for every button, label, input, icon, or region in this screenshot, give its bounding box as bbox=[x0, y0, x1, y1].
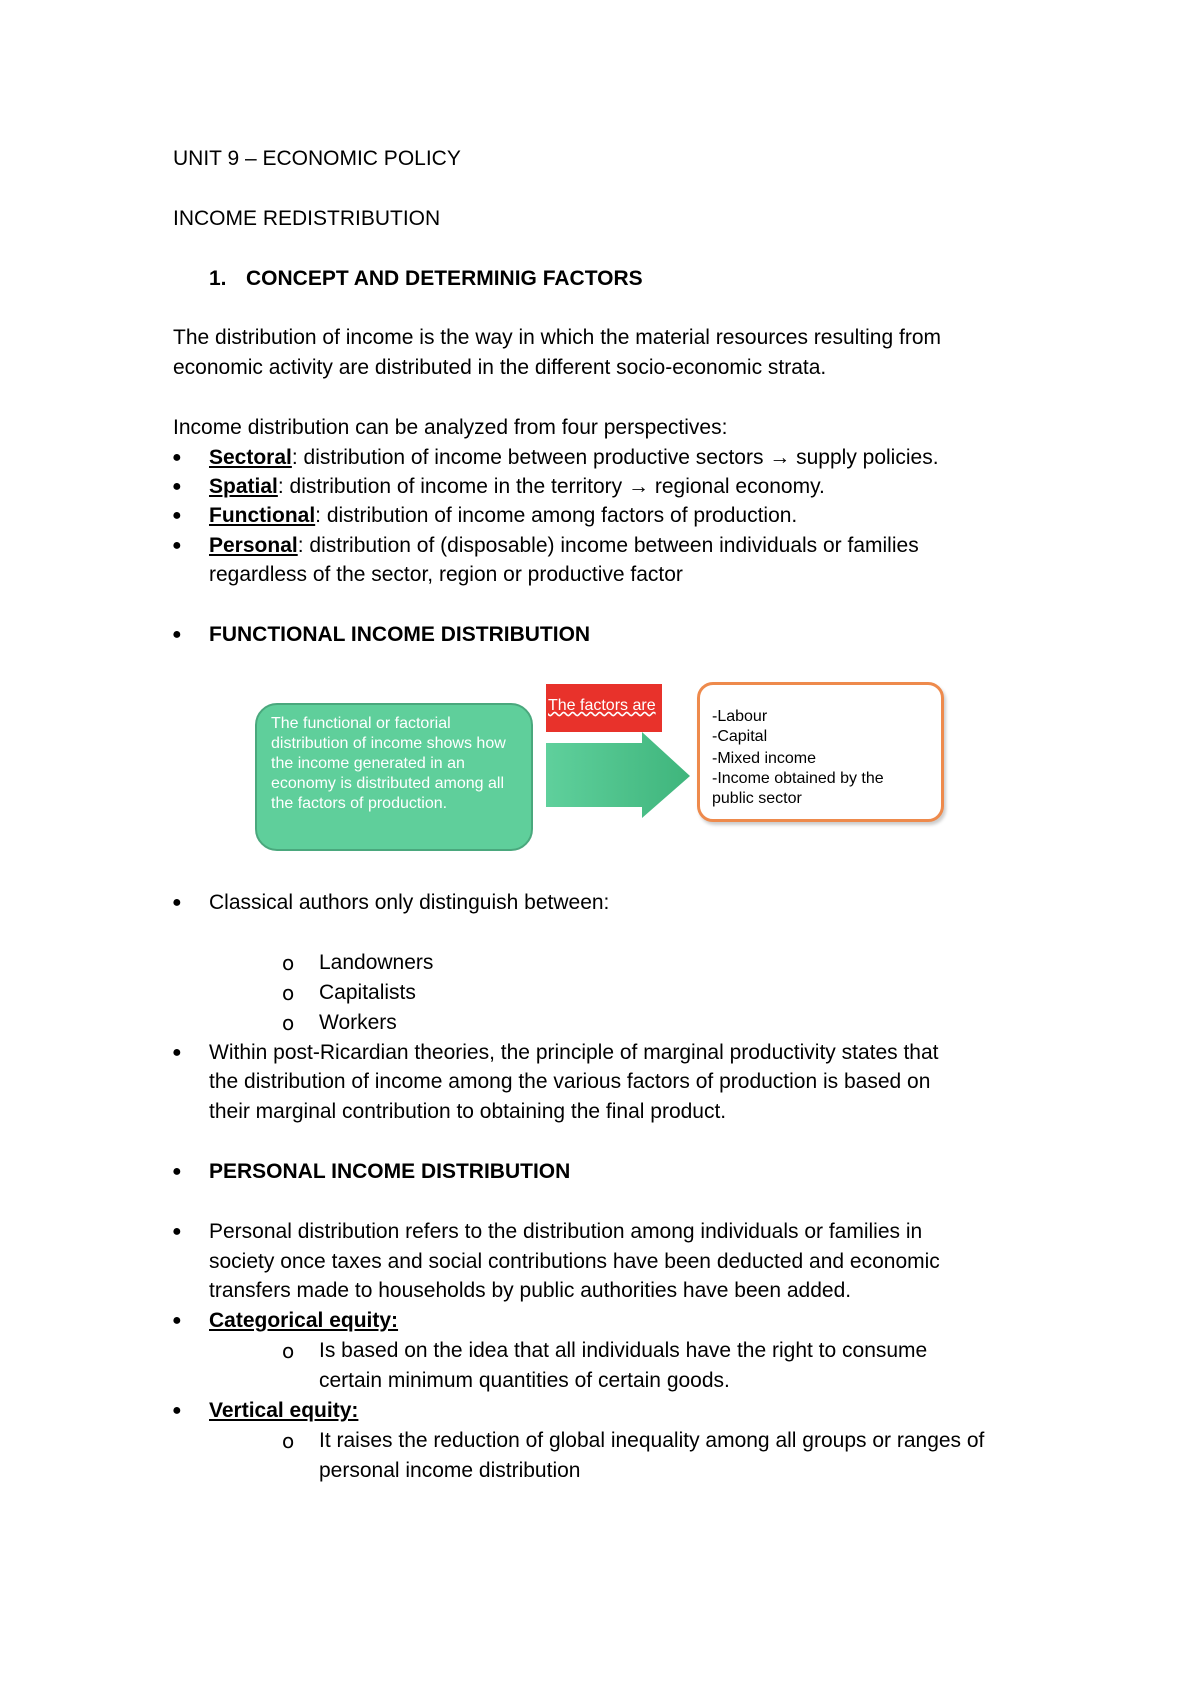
list-item bbox=[209, 501, 797, 531]
factor-item: public sector bbox=[712, 790, 802, 807]
section-title: INCOME REDISTRIBUTION bbox=[173, 207, 441, 230]
term-sectoral-text: : distribution of income between productive sectors → supply policies. bbox=[291, 446, 939, 469]
list-item bbox=[209, 472, 825, 502]
term-sectoral: Sectoral bbox=[209, 446, 292, 469]
list-item: Workers bbox=[319, 1011, 397, 1034]
circle-bullet-icon: o bbox=[282, 951, 295, 975]
term-personal: Personal bbox=[209, 534, 298, 557]
factor-item: -Mixed income bbox=[712, 750, 817, 767]
post-ricardian-line: their marginal contribution to obtaining the final product. bbox=[209, 1100, 727, 1123]
intro-line-1: The distribution of income is the way in which the material resources resulting from bbox=[173, 326, 941, 349]
term-functional: Functional bbox=[209, 504, 316, 527]
list-item bbox=[209, 443, 939, 473]
circle-bullet-icon: o bbox=[282, 1339, 295, 1363]
term-spatial: Spatial bbox=[209, 475, 278, 498]
factor-item: -Labour bbox=[712, 708, 768, 725]
right-arrow-icon bbox=[546, 732, 692, 818]
bullet-icon: ● bbox=[172, 1312, 182, 1329]
bullet-icon: ● bbox=[172, 449, 182, 466]
circle-bullet-icon: o bbox=[282, 981, 295, 1005]
term-personal-text: : distribution of (disposable) income between individuals or families bbox=[297, 534, 919, 557]
bullet-icon: ● bbox=[172, 478, 182, 495]
definition-box-text: The functional or factorial distribution of income shows how the income generated in an economy is distributed among all the factors of production. bbox=[271, 715, 506, 812]
bullet-icon: ● bbox=[172, 537, 182, 554]
bullet-icon: ● bbox=[172, 1223, 182, 1240]
circle-bullet-icon: o bbox=[282, 1011, 295, 1035]
vertical-equity-label: Vertical equity: bbox=[209, 1399, 359, 1422]
bullet-icon: ● bbox=[172, 507, 182, 524]
list-item bbox=[209, 531, 919, 561]
functional-heading: FUNCTIONAL INCOME DISTRIBUTION bbox=[209, 623, 591, 646]
arrow-label-text: The factors are bbox=[548, 697, 656, 714]
intro-line-2: economic activity are distributed in the different socio-economic strata. bbox=[173, 356, 827, 379]
bullet-icon: ● bbox=[172, 1163, 182, 1180]
classical-lead: Classical authors only distinguish between: bbox=[209, 891, 610, 914]
personal-definition-line: Personal distribution refers to the distribution among individuals or families in bbox=[209, 1220, 923, 1243]
factor-item: -Capital bbox=[712, 728, 768, 745]
personal-definition-line: transfers made to households by public authorities have been added. bbox=[209, 1279, 852, 1302]
bullet-icon: ● bbox=[172, 894, 182, 911]
personal-definition-line: society once taxes and social contributions have been deducted and economic bbox=[209, 1250, 940, 1273]
perspectives-lead: Income distribution can be analyzed from four perspectives: bbox=[173, 416, 728, 439]
categorical-equity-label: Categorical equity: bbox=[209, 1309, 399, 1332]
list-item: Landowners bbox=[319, 951, 434, 974]
subsection-title: CONCEPT AND DETERMINIG FACTORS bbox=[246, 267, 643, 290]
bullet-icon: ● bbox=[172, 1402, 182, 1419]
post-ricardian-line: the distribution of income among the various factors of production is based on bbox=[209, 1070, 931, 1093]
circle-bullet-icon: o bbox=[282, 1429, 295, 1453]
bullet-icon: ● bbox=[172, 626, 182, 643]
list-item: Capitalists bbox=[319, 981, 416, 1004]
categorical-equity-line: certain minimum quantities of certain goods. bbox=[319, 1369, 730, 1392]
vertical-equity-line: It raises the reduction of global inequality among all groups or ranges of bbox=[319, 1429, 985, 1452]
term-spatial-text: : distribution of income in the territory → regional economy. bbox=[277, 475, 825, 498]
categorical-equity-line: Is based on the idea that all individuals have the right to consume bbox=[319, 1339, 928, 1362]
term-personal-text-cont: regardless of the sector, region or productive factor bbox=[209, 563, 683, 586]
subsection-number: 1. bbox=[209, 267, 227, 290]
factor-item: -Income obtained by the bbox=[712, 770, 884, 787]
post-ricardian-line: Within post-Ricardian theories, the principle of marginal productivity states that bbox=[209, 1041, 939, 1064]
term-functional-text: : distribution of income among factors of production. bbox=[315, 504, 798, 527]
bullet-icon: ● bbox=[172, 1044, 182, 1061]
unit-title: UNIT 9 – ECONOMIC POLICY bbox=[173, 147, 461, 170]
vertical-equity-line: personal income distribution bbox=[319, 1459, 581, 1482]
personal-heading: PERSONAL INCOME DISTRIBUTION bbox=[209, 1160, 571, 1183]
